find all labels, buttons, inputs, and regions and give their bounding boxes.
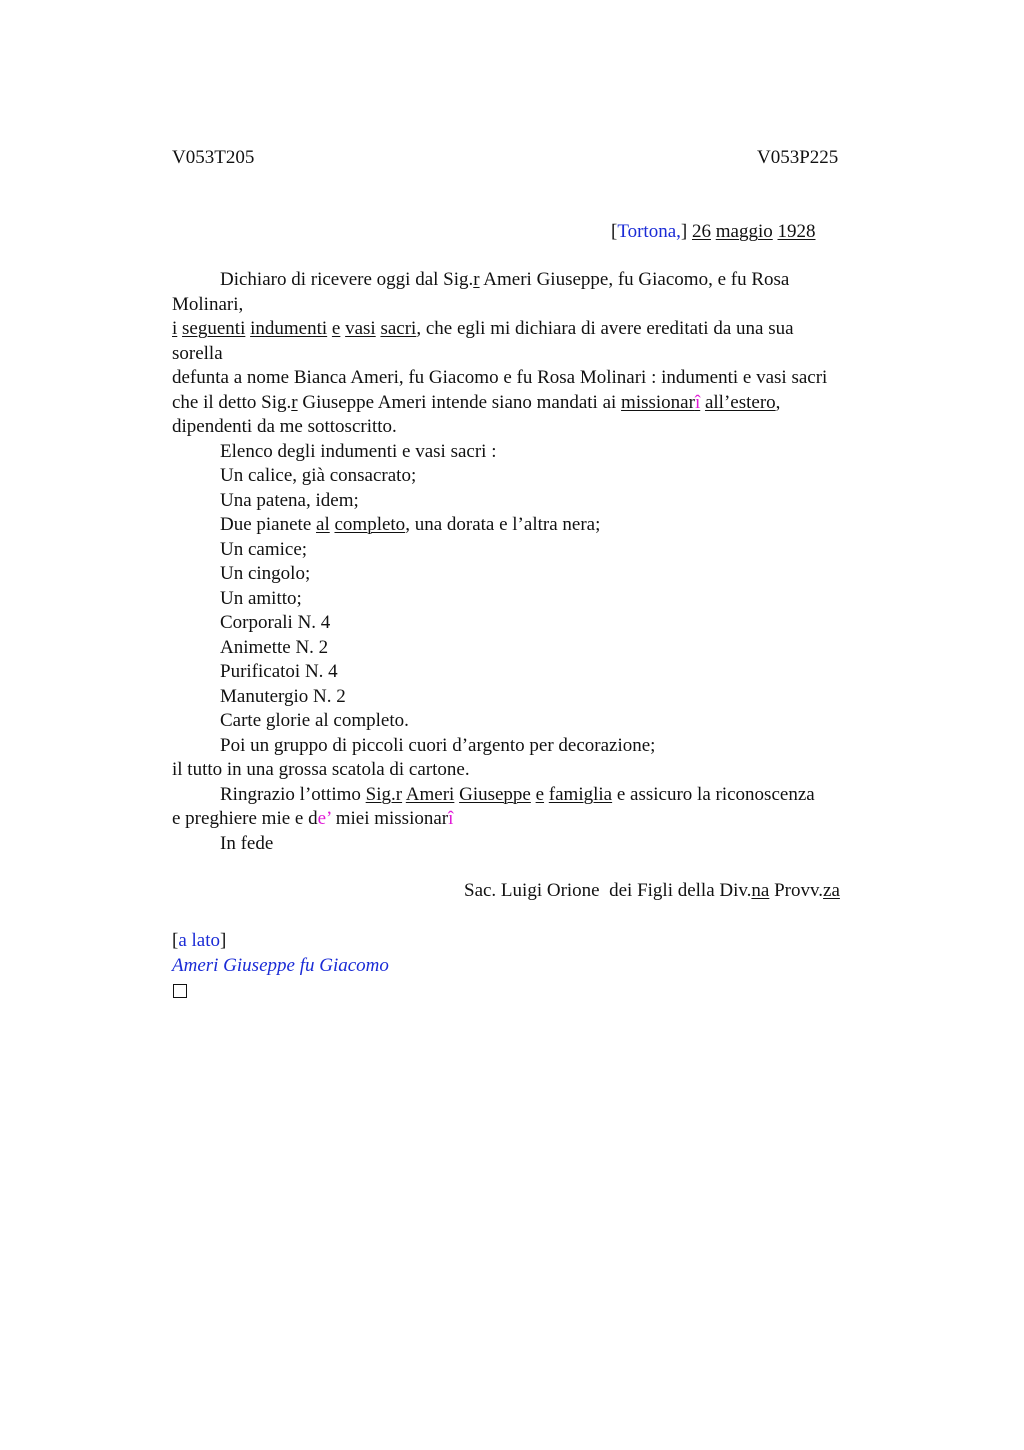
letter-body bbox=[172, 268, 912, 856]
correction-mark: î bbox=[694, 391, 701, 413]
list-item: Animette N. 2 bbox=[220, 636, 329, 658]
checkbox-square-icon bbox=[172, 978, 389, 1006]
side-note-name: Ameri Giuseppe fu Giacomo bbox=[172, 954, 389, 976]
list-item: Manutergio N. 2 bbox=[220, 685, 346, 707]
list-item: Due pianete al completo, una dorata e l’altra nera; bbox=[220, 514, 601, 535]
abbrev-superscript: za bbox=[823, 880, 840, 901]
text-line: e preghiere mie e de’ miei missionarî bbox=[172, 808, 454, 829]
list-item: il tutto in una grossa scatola di cartone. bbox=[172, 759, 470, 780]
list-item: Un camice; bbox=[220, 538, 308, 560]
list-item: Poi un gruppo di piccoli cuori d’argento per decorazione; bbox=[220, 734, 656, 756]
text-line: i seguenti indumenti e vasi sacri, che egli mi dichiara di avere ereditati da una sua bbox=[172, 318, 794, 339]
list-item: Carte glorie al completo. bbox=[220, 710, 409, 731]
abbrev-superscript: na bbox=[751, 880, 770, 901]
text-line: defunta a nome Bianca Ameri, fu Giacomo e fu Rosa Molinari : indumenti e vasi sacri bbox=[172, 367, 828, 388]
abbrev-superscript: r bbox=[473, 269, 480, 290]
side-note bbox=[172, 929, 389, 1006]
document-ref-right: V053P225 bbox=[757, 147, 839, 168]
text-line: Dichiaro di ricevere oggi dal Sig.r Ameri Giuseppe, fu Giacomo, e fu Rosa bbox=[220, 269, 790, 290]
list-item: Una patena, idem; bbox=[220, 489, 359, 511]
abbrev-superscript: r bbox=[291, 391, 298, 413]
signature: Sac. Luigi Orione dei Figli della Div.na Provv.za bbox=[464, 880, 840, 901]
list-item: Un amitto; bbox=[220, 587, 302, 609]
bracket: [ bbox=[611, 221, 618, 242]
bracket: ] bbox=[680, 221, 688, 242]
closing-formula: In fede bbox=[220, 832, 274, 854]
date-month: maggio bbox=[715, 221, 773, 242]
list-item: Un calice, già consacrato; bbox=[220, 465, 417, 486]
document-ref-left: V053T205 bbox=[172, 147, 255, 168]
text-line: Molinari, bbox=[172, 293, 244, 315]
text-line: sorella bbox=[172, 342, 223, 364]
side-note-label: [a lato] bbox=[172, 930, 227, 951]
date-year: 1928 bbox=[777, 221, 816, 242]
list-intro: Elenco degli indumenti e vasi sacri : bbox=[220, 440, 497, 462]
list-item: Un cingolo; bbox=[220, 563, 311, 584]
place-name: Tortona, bbox=[617, 221, 681, 242]
correction-mark: î bbox=[448, 808, 454, 829]
list-item: Purificatoi N. 4 bbox=[220, 661, 338, 682]
date-day: 26 bbox=[691, 221, 711, 242]
text-line: che il detto Sig.r Giuseppe Ameri intende siano mandati ai missionarî all’estero, bbox=[172, 391, 781, 413]
text-line: Ringrazio l’ottimo Sig.r Ameri Giuseppe e famiglia e assicuro la riconoscenza bbox=[220, 783, 815, 805]
list-item: Corporali N. 4 bbox=[220, 612, 331, 633]
correction-mark: e’ bbox=[317, 808, 331, 829]
text-line: dipendenti da me sottoscritto. bbox=[172, 416, 397, 437]
dateline bbox=[611, 221, 815, 243]
